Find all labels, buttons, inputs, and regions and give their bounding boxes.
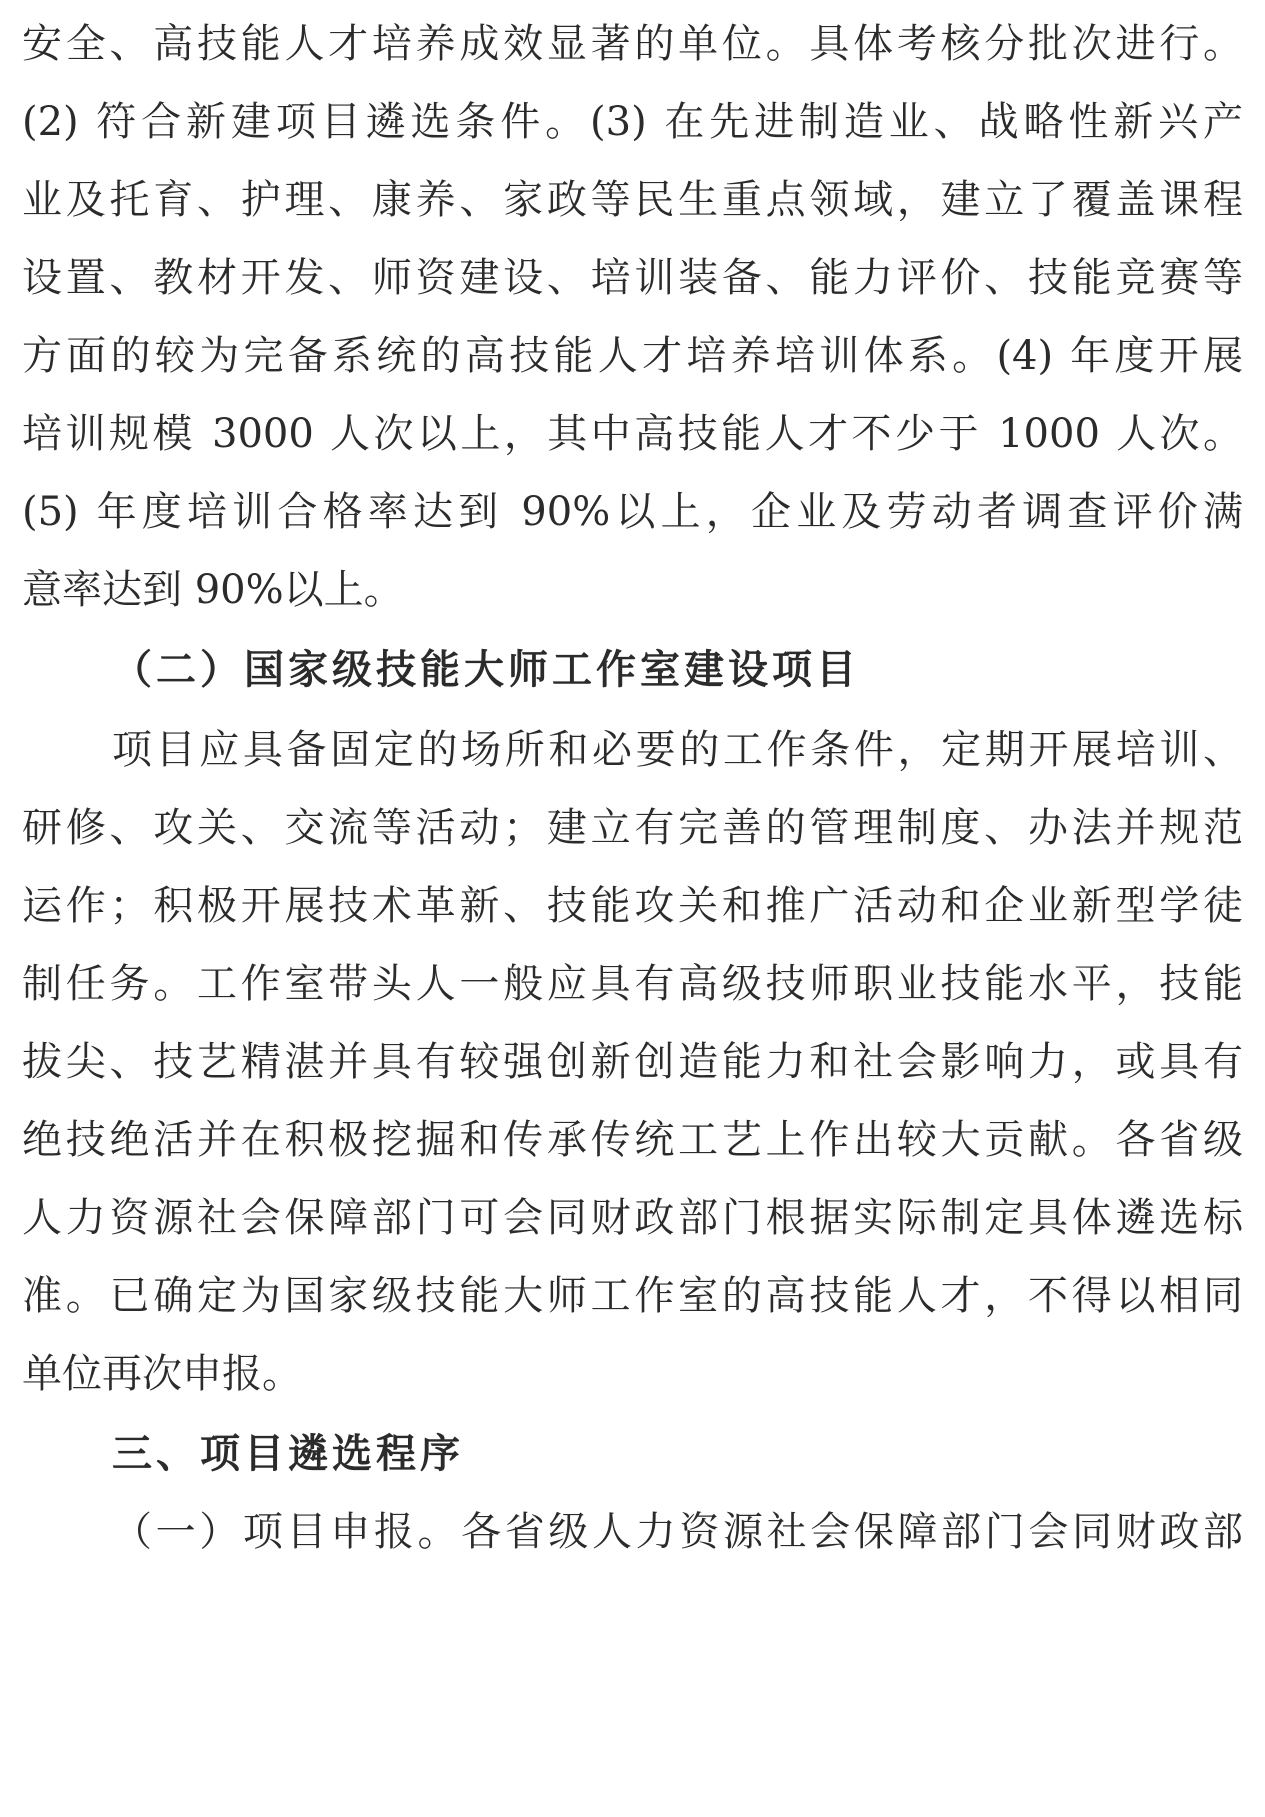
text-line: 研修、攻关、交流等活动；建立有完善的管理制度、办法并规范 (22, 805, 1243, 851)
text-line: (5) 年度培训合格率达到 90%以上，企业及劳动者调查评价满 (22, 489, 1243, 535)
text-line: 绝技绝活并在积极挖掘和传承传统工艺上作出较大贡献。各省级 (22, 1117, 1243, 1163)
text-line: 设置、教材开发、师资建设、培训装备、能力评价、技能竞赛等 (22, 255, 1243, 301)
text-line: 安全、高技能人才培养成效显著的单位。具体考核分批次进行。 (22, 21, 1243, 67)
text-line: 方面的较为完备系统的高技能人才培养培训体系。(4) 年度开展 (22, 333, 1243, 379)
paragraph-first-line: （一）项目申报。各省级人力资源社会保障部门会同财政部 (112, 1509, 1243, 1555)
paragraph-first-line: 项目应具备固定的场所和必要的工作条件，定期开展培训、 (112, 727, 1243, 773)
section-heading: （二）国家级技能大师工作室建设项目 (112, 647, 860, 693)
text-line: 单位再次申报。 (22, 1351, 302, 1397)
text-line: (2) 符合新建项目遴选条件。(3) 在先进制造业、战略性新兴产 (22, 99, 1243, 145)
text-line: 准。已确定为国家级技能大师工作室的高技能人才，不得以相同 (22, 1273, 1243, 1319)
text-line: 培训规模 3000 人次以上，其中高技能人才不少于 1000 人次。 (22, 411, 1243, 457)
text-line: 拔尖、技艺精湛并具有较强创新创造能力和社会影响力，或具有 (22, 1039, 1243, 1085)
text-line: 意率达到 90%以上。 (22, 567, 404, 613)
section-heading: 三、项目遴选程序 (112, 1431, 464, 1477)
text-line: 人力资源社会保障部门可会同财政部门根据实际制定具体遴选标 (22, 1195, 1243, 1241)
text-line: 运作；积极开展技术革新、技能攻关和推广活动和企业新型学徒 (22, 883, 1243, 929)
text-line: 业及托育、护理、康养、家政等民生重点领域，建立了覆盖课程 (22, 177, 1243, 223)
text-line: 制任务。工作室带头人一般应具有高级技师职业技能水平，技能 (22, 961, 1243, 1007)
